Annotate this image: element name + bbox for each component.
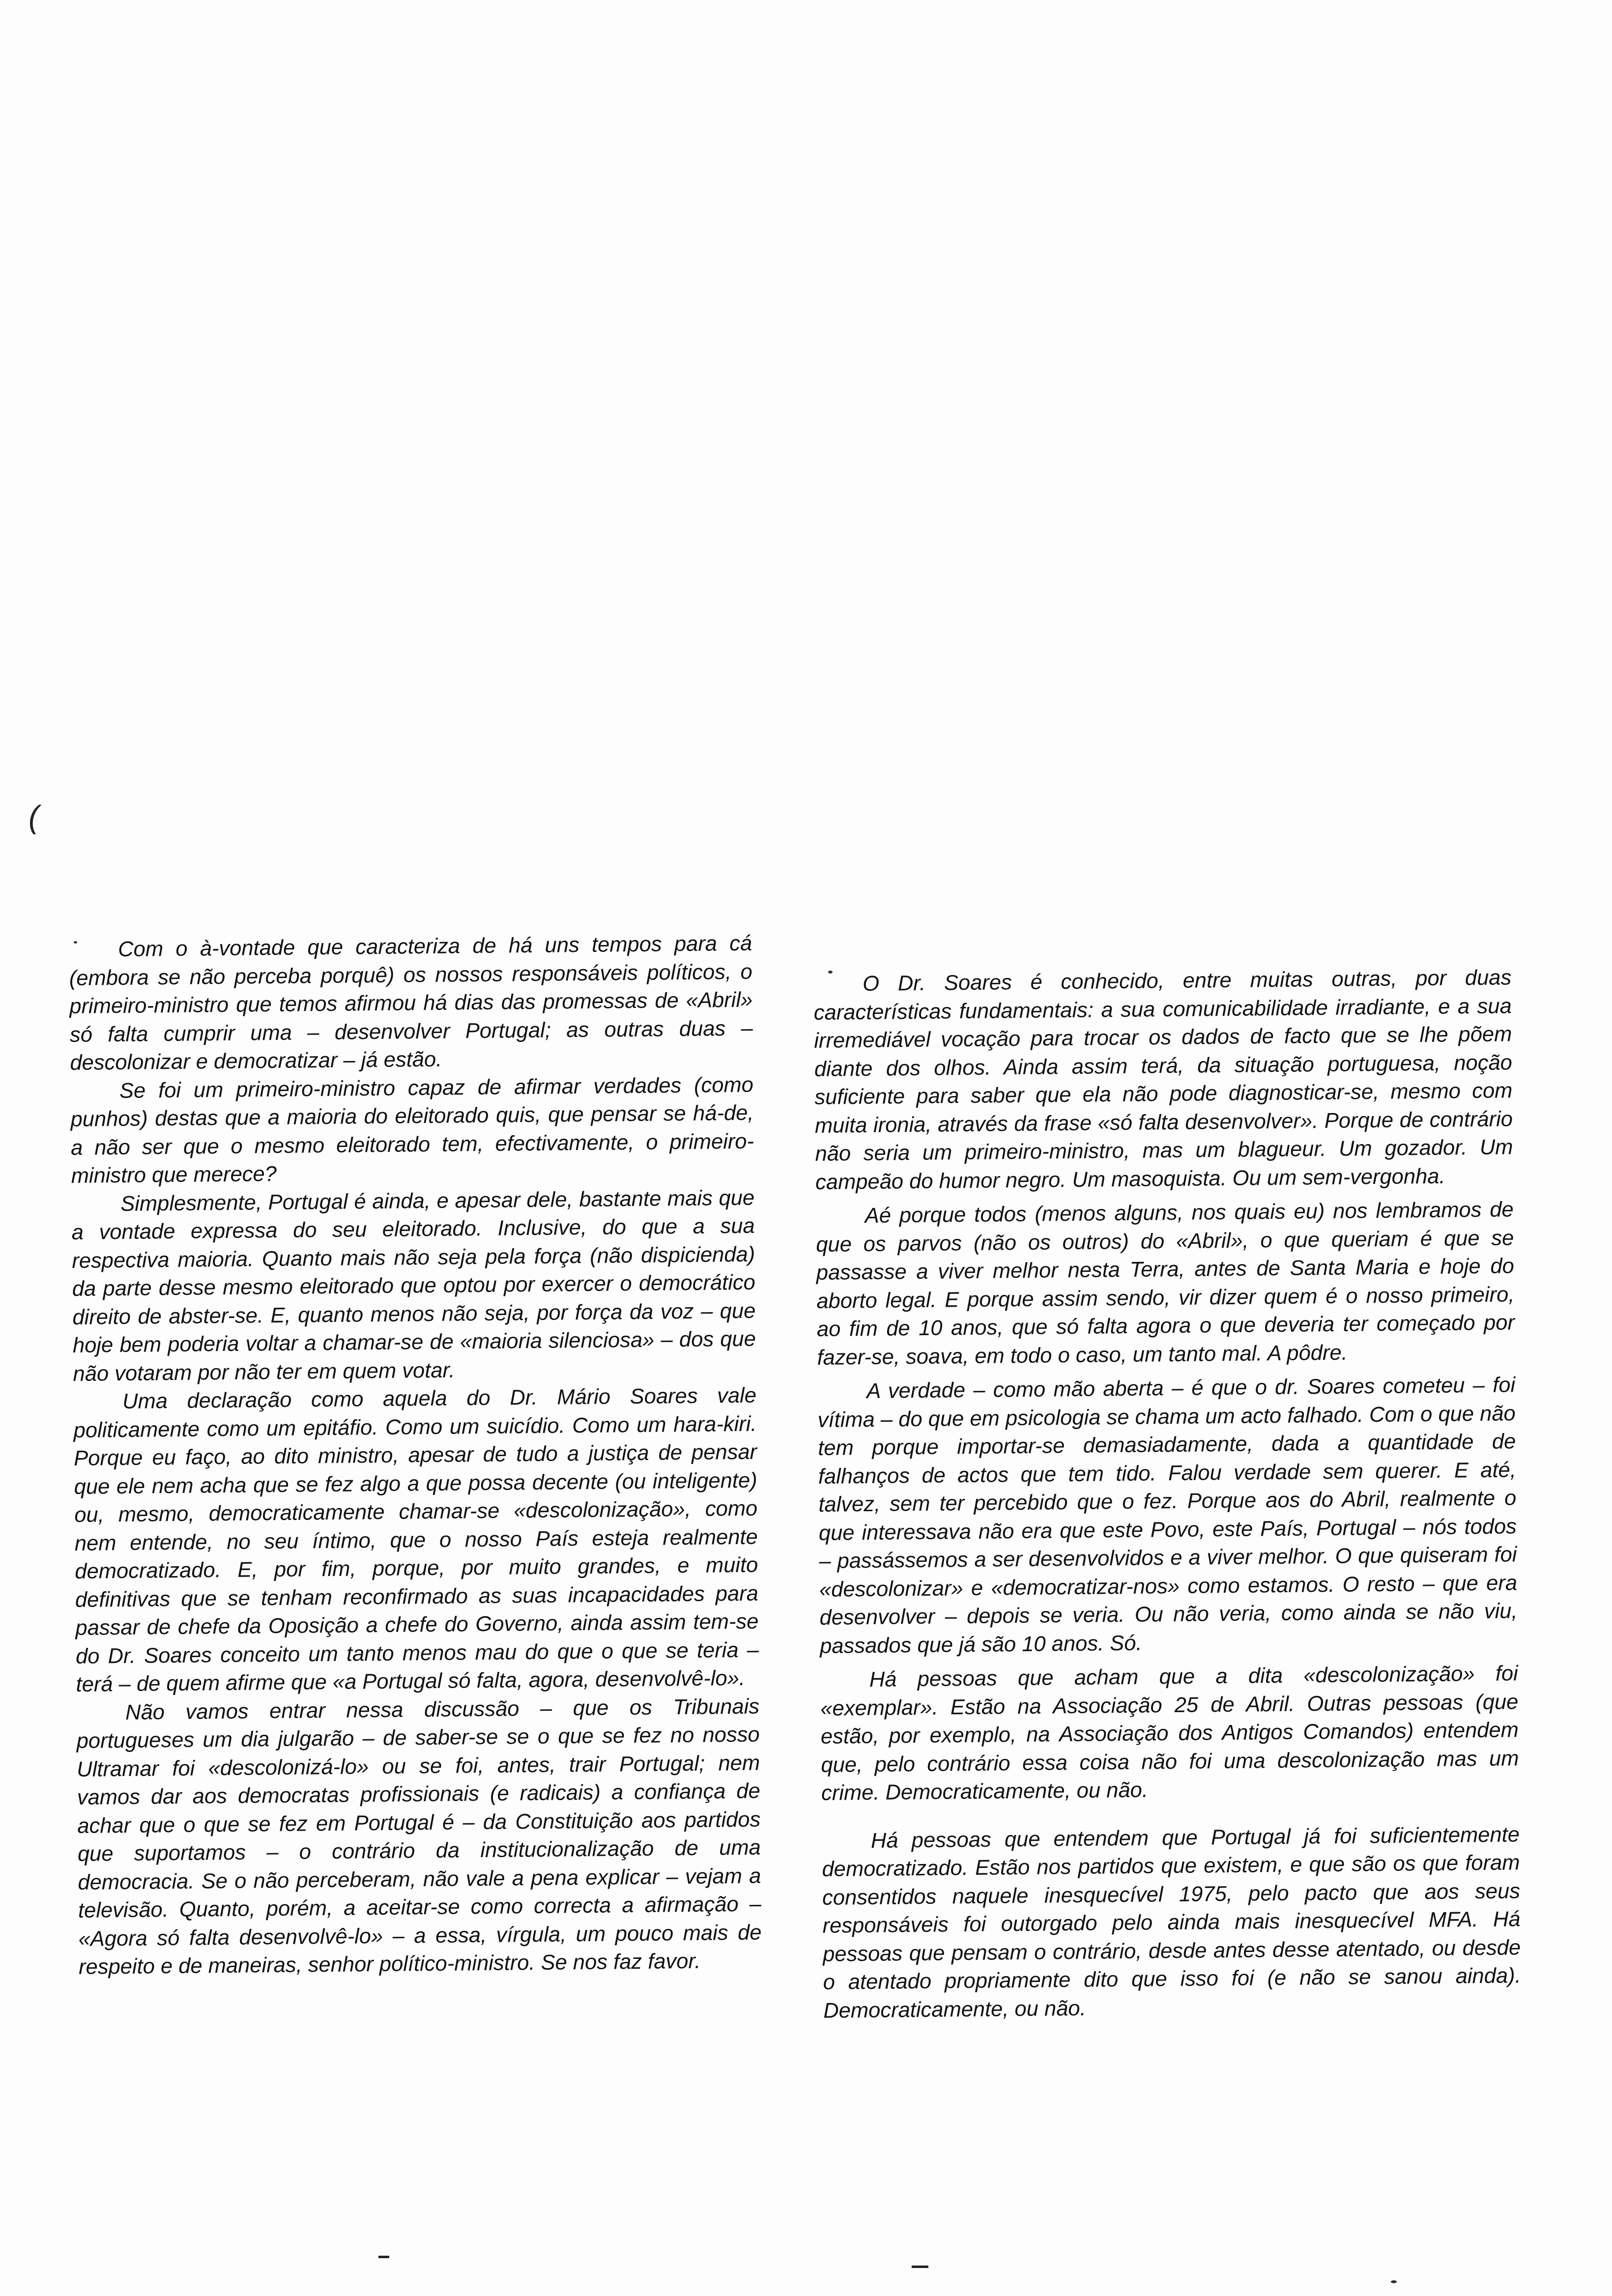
right-paragraph-1: O Dr. Soares é conhecido, entre muitas outras, por duas características fundamentais: a sua comunicabilidade irradiante, e a sua irremediável vocação para trocar os dados de facto que se lhe põem diante dos olhos. Ainda assim terá, da situação portuguesa, noção suficiente para saber que ela não pode diagnosticar-se, mesmo com muita ironia, através da frase «só falta desenvolver». Porque de contrário não seria um primeiro-ministro, mas um blagueur. Um gozador. Um campeão do humor negro. Um masoquista. Ou um sem-vergonha. xyxy=(813,966,1513,1194)
right-paragraph-5: Há pessoas que entendem que Portugal já foi suficientemente democratizado. Estão nos partidos que existem, e que são os que foram consentidos naquele inesquecível 1975, pelo pacto que aos seus responsáveis foi outorgado pelo ainda mais inesquecível MFA. Há pessoas que pensam o contrário, desde antes desse atentado, ou desde o atentado propriamente dito que isso foi (e não se sanou ainda). Democraticamente, ou não. xyxy=(822,1822,1521,2023)
left-paragraph-2: Se foi um primeiro-ministro capaz de afirmar verdades (como punhos) destas que a maioria do eleitorado quis, que pensar se há-de, a não ser que o mesmo eleitorado tem, efectivamente, o primeiro-ministro que merece? xyxy=(70,1073,754,1188)
left-text-column xyxy=(69,930,762,1982)
scan-dash xyxy=(912,2266,928,2268)
right-paragraph-2: Aé porque todos (menos alguns, nos quais eu) nos lembramos de que os parvos (não os outros) do «Abril», o que queriam é que se passasse a viver melhor nesta Terra, antes de Santa Maria e hoje do aborto legal. E porque assim sendo, vir dizer quem é o nosso primeiro, ao fim de 10 anos, que só falta agora o que deveria ter começado por fazer-se, soava, em todo o caso, um tanto mal. A pôdre. xyxy=(816,1198,1515,1370)
left-paragraph-5: Não vamos entrar nessa discussão – que os Tribunais portugueses um dia julgarão – de saber-se se o que se fez no nosso Ultramar foi «descolonizá-lo» ou se foi, antes, trair Portugal; nem vamos dar aos democratas profissionais (e radicais) a confiança de achar que o que se fez em Portugal é – da Constituição aos partidos que suportamos – o contrário da institucionalização de uma democracia. Se o não perceberam, não vale a pena explicar – vejam a televisão. Quanto, porém, a aceitar-se como correcta a afirmação – «Agora só falta desenvolvê-lo» – a essa, vírgula, um pouco mais de respeito e de maneiras, senhor político-ministro. Se nos faz favor. xyxy=(76,1694,762,1979)
left-paragraph-1: Com o à-vontade que caracteriza de há uns tempos para cá (embora se não perceba porquê) os nossos responsáveis políticos, o primeiro-ministro que temos afirmou há dias das promessas de «Abril» só falta cumprir uma – desenvolver Portugal; as outras duas – descolonizar e democratizar – já estão. xyxy=(69,931,753,1075)
margin-bracket-mark: ( xyxy=(29,799,39,834)
scan-dash xyxy=(378,2256,389,2258)
right-paragraph-3: A verdade – como mão aberta – é que o dr. Soares cometeu – foi vítima – do que em psicologia se chama um acto falhado. Com o que não tem porque importar-se demasiadamente, dada a quantidade de falhanços de actos que tem tido. Falou verdade sem querer. E até, talvez, sem ter percebido que o fez. Porque aos do Abril, realmente o que interessava não era que este Povo, este País, Portugal – nós todos – passássemos a ser desenvolvidos e a viver melhor. O que quiseram foi «descolonizar» e «democratizar-nos» como estamos. O resto – que era desenvolver – depois se veria. Ou não veria, como ainda se não viu, passados que já são 10 anos. Só. xyxy=(817,1373,1518,1658)
left-paragraph-4: Uma declaração como aquela do Dr. Mário Soares vale politicamente como um epitáfio. Como um suicídio. Como um hara-kiri. Porque eu faço, ao dito ministro, apesar de tudo a justiça de pensar que ele nem acha que se fez algo a que possa decente (ou inteligente) ou, mesmo, democraticamente chamar-se «descolonização», como nem entende, no seu íntimo, que o nosso País esteja realmente democratizado. E, por fim, porque, por muito grandes, e muito definitivas que se tenham reconfirmado as suas incapacidades para passar de chefe da Oposição a chefe do Governo, ainda assim tem-se do Dr. Soares conceito um tanto menos mau do que o que se teria – terá – de quem afirme que «a Portugal só falta, agora, desenvolvê-lo». xyxy=(73,1383,759,1696)
scan-speck xyxy=(1391,2280,1397,2283)
left-paragraph-3: Simplesmente, Portugal é ainda, e apesar dele, bastante mais que a vontade expressa do seu eleitorado. Inclusive, do que a sua respectiva maioria. Quanto mais não seja pela força (não dispicienda) da parte desse mesmo eleitorado que optou por exercer o democrático direito de abster-se. E, quanto menos não seja, por força da voz – que hoje bem poderia voltar a chamar-se de «maioria silenciosa» – dos que não votaram por não ter em quem votar. xyxy=(71,1186,756,1386)
right-text-column xyxy=(813,964,1522,2025)
right-paragraph-4: Há pessoas que acham que a dita «descolonização» foi «exemplar». Estão na Associação 25 de Abril. Outras pessoas (que estão, por exemplo, na Associação dos Antigos Comandos) entendem que, pelo contrário essa coisa não foi uma descolonização mas um crime. Democraticamente, ou não. xyxy=(820,1662,1519,1805)
